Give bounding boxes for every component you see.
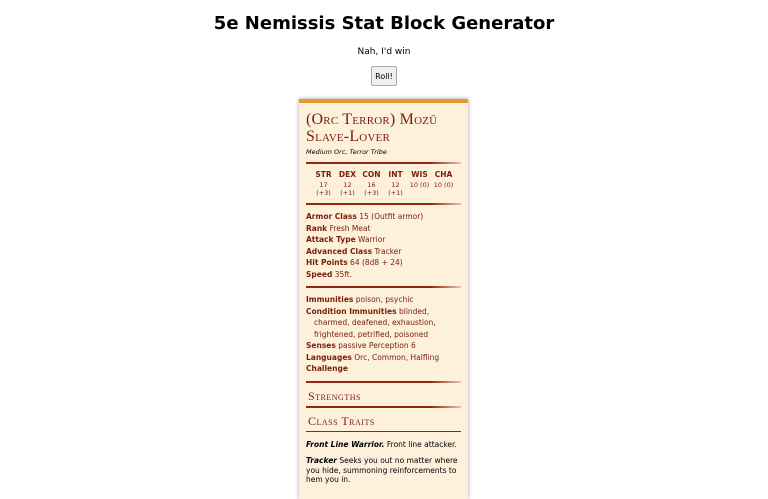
prop-label: Speed xyxy=(306,269,333,279)
trait-desc: Seeks you out no matter where you hide, summoning reinforcements to hem you in. xyxy=(306,456,458,484)
prop-label: Immunities xyxy=(306,295,354,304)
prop-value: Warrior xyxy=(358,235,386,244)
ability-value: 12 (+1) xyxy=(340,181,355,197)
prop-value: 15 (Outfit armor) xyxy=(359,212,424,221)
page-subtitle: Nah, I'd win xyxy=(357,47,411,57)
prop-value: Fresh Meat xyxy=(329,223,371,233)
trait-item xyxy=(306,440,461,450)
speed-row xyxy=(306,269,461,281)
core-stats xyxy=(306,211,461,280)
ability-label: WIS xyxy=(411,170,428,179)
stat-block xyxy=(299,99,468,499)
prop-value: 35ft. xyxy=(334,269,353,279)
condition-immunities-cont: charmed, deafened, exhaustion, xyxy=(314,318,436,327)
hit-points-row xyxy=(306,257,461,269)
page-title: 5e Nemissis Stat Block Generator xyxy=(213,13,555,34)
condition-immunities-cont: frightened, petrified, poisoned xyxy=(314,329,429,339)
ability-value: 17 (+3) xyxy=(316,181,331,197)
trait-item xyxy=(306,456,461,485)
divider xyxy=(306,381,461,383)
ability-scores xyxy=(306,170,461,197)
rank-row xyxy=(306,223,461,235)
prop-value: passive Perception 6 xyxy=(338,341,416,350)
ability-label: CHA xyxy=(434,170,453,179)
ability-int xyxy=(384,170,407,197)
divider xyxy=(306,286,461,288)
prop-label: Advanced Class xyxy=(306,246,373,256)
prop-value: Tracker xyxy=(374,246,402,256)
trait-name: Tracker xyxy=(306,456,338,465)
condition-immunities-row xyxy=(306,306,461,318)
prop-label: Languages xyxy=(306,352,352,362)
ability-value: 12 (+1) xyxy=(388,181,403,197)
ability-label: STR xyxy=(315,170,332,179)
prop-label: Attack Type xyxy=(306,235,356,244)
ability-con xyxy=(360,170,383,197)
divider xyxy=(306,162,461,164)
advanced-class-row xyxy=(306,246,461,258)
divider xyxy=(306,406,461,408)
ability-label: CON xyxy=(362,170,381,179)
senses-row xyxy=(306,340,461,352)
divider xyxy=(306,203,461,205)
prop-label: Condition Immunities xyxy=(306,306,397,316)
immunities-row xyxy=(306,294,461,306)
trait-desc: Front line attacker. xyxy=(386,439,457,449)
prop-label: Senses xyxy=(306,341,336,350)
ability-str xyxy=(312,170,335,197)
ability-label: DEX xyxy=(338,170,357,179)
prop-value: blinded, xyxy=(398,306,430,316)
creature-name: (Orc Terror) Mozū Slave-Lover xyxy=(306,111,438,145)
prop-label: Rank xyxy=(306,223,328,233)
ability-wis xyxy=(408,170,431,197)
ability-dex xyxy=(336,170,359,197)
languages-row xyxy=(306,352,461,364)
ability-value: 16 (+3) xyxy=(364,181,379,197)
ability-label: INT xyxy=(388,170,403,179)
prop-label: Hit Points xyxy=(306,258,348,267)
trait-name: Front Line Warrior. xyxy=(306,439,385,449)
defense-stats xyxy=(306,294,461,375)
section-title-class-traits: Class Traits xyxy=(308,413,375,428)
section-title-strengths: Strengths xyxy=(308,388,361,403)
creature-meta: Medium Orc, Terror Tribe xyxy=(306,148,387,156)
prop-value: poison, psychic xyxy=(355,295,414,304)
prop-label: Armor Class xyxy=(306,212,357,221)
roll-button[interactable]: Roll! xyxy=(371,66,397,86)
armor-class-row xyxy=(306,211,461,223)
challenge-row xyxy=(306,363,461,375)
ability-cha xyxy=(432,170,455,197)
ability-value: 10 (0) xyxy=(433,181,454,189)
prop-value: Orc, Common, Halfling xyxy=(354,352,440,362)
prop-label: Challenge xyxy=(306,364,348,373)
attack-type-row xyxy=(306,234,461,246)
ability-value: 10 (0) xyxy=(409,181,430,189)
section-underline xyxy=(306,431,461,432)
prop-value: 64 (8d8 + 24) xyxy=(350,258,403,267)
